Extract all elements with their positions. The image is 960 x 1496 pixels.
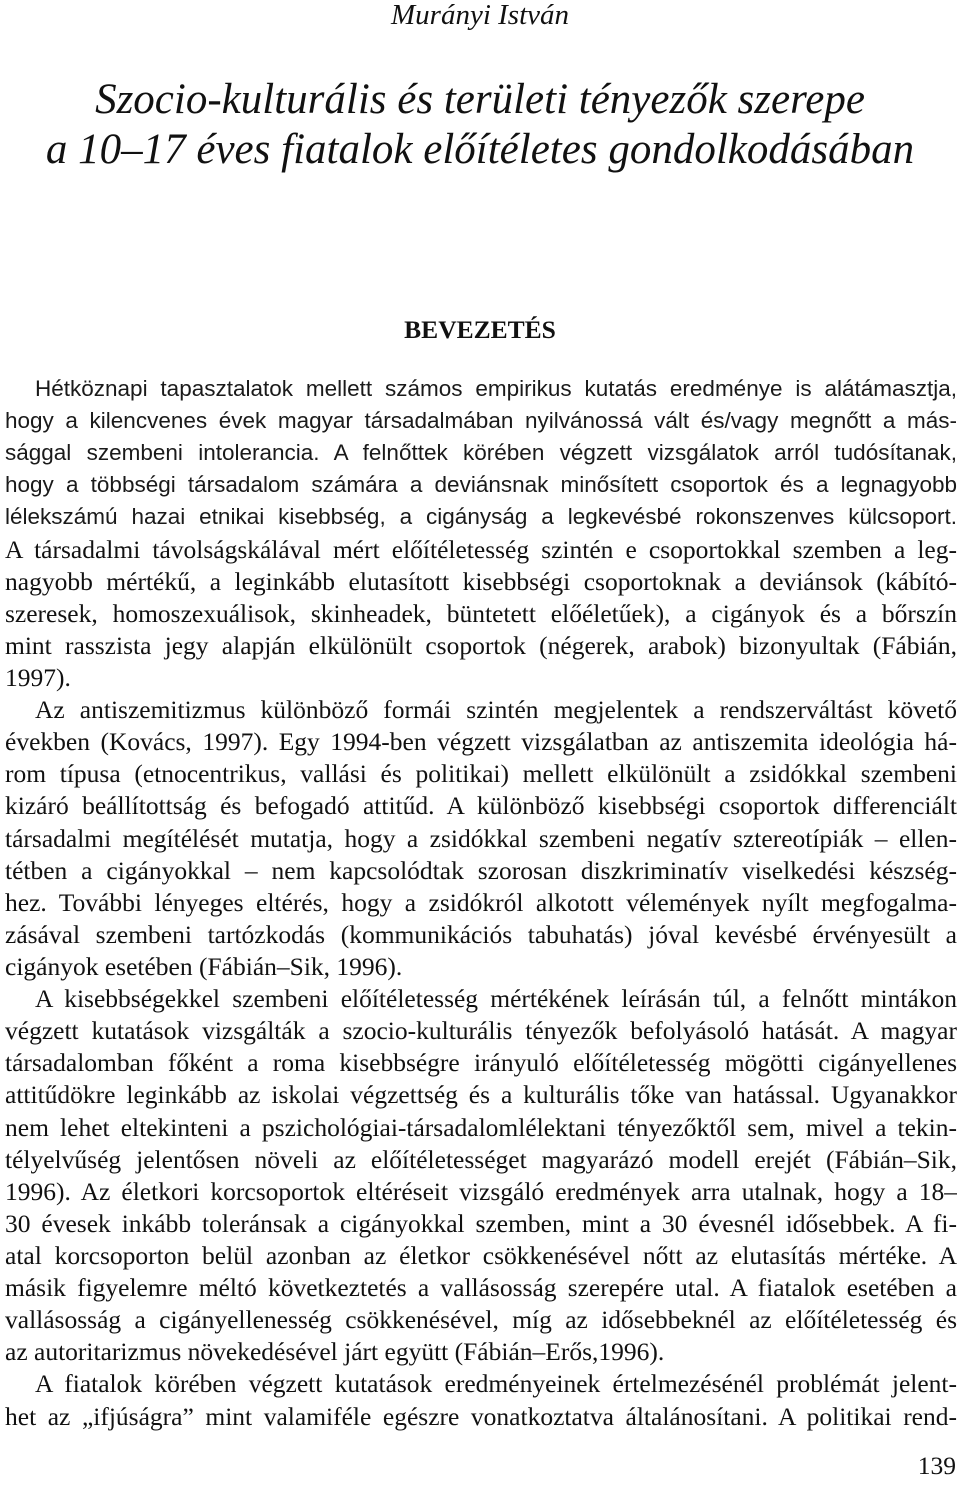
page-number: 139: [917, 1451, 956, 1480]
text-line: nem lehet eltekinteni a pszichológiai-társadalomlélektani tényezőktől sem, mivel a tekin-: [5, 1112, 957, 1142]
text-line: attitűdökre leginkább az iskolai végzettség és a kulturális tőke van hatással. Ugyanakkor: [5, 1080, 957, 1110]
text-line: az autoritarizmus növekedésével járt együtt (Fábián–Erős,1996).: [5, 1337, 665, 1367]
text-line: sággal szembeni intolerancia. A felnőttek körében végzett vizsgálatok arról tudósítanak,: [5, 440, 957, 466]
text-line: 30 évesek inkább toleránsak a cigányokkal szemben, mint a 30 évesnél idősebbek. A fi-: [5, 1208, 957, 1238]
text-line: társadalmi megítélését mutatja, hogy a zsidókkal szembeni negatív sztereotípiák – ellen-: [5, 823, 957, 853]
paragraph: [5, 694, 957, 983]
author-name: Murányi István: [391, 0, 569, 31]
text-line: végzett kutatások vizsgálták a szocio-kulturális tényezők befolyásoló hatását. A magyar: [5, 1016, 957, 1046]
text-line: A társadalmi távolságskálával mért előítéletesség szintén e csoportokkal szemben a leg-: [5, 534, 957, 564]
text-line: cigányok esetében (Fábián–Sik, 1996).: [5, 951, 403, 981]
text-line: het az „ifjúságra” mint valamiféle egészre vonatkoztatva általánosítani. A politikai rend-: [5, 1401, 957, 1431]
body-text: [5, 373, 957, 1433]
text-line: nagyobb mértékű, a leginkább elutasított kisebbségi csoportoknak a deviánsok (kábító-: [5, 566, 957, 596]
text-line: években (Kovács, 1997). Egy 1994-ben végzett vizsgálatban az antiszemita ideológia há-: [5, 727, 957, 757]
text-line: tétben a cigányokkal – nem kapcsolódtak szorosan diszkriminatív viselkedési készség-: [5, 855, 957, 885]
text-line: hez. További lényeges eltérés, hogy a zsidókról alkotott vélemények nyílt megfogalma-: [5, 887, 957, 917]
text-line: mint rasszista jegy alapján elkülönült csoportok (négerek, arabok) bizonyultak (Fábián,: [5, 630, 957, 660]
text-line: 1996). Az életkori korcsoportok eltéréseit vizsgáló eredmények arra utalnak, hogy a 18–: [5, 1176, 957, 1206]
article-title: [0, 75, 960, 175]
title-line: a 10–17 éves fiatalok előítéletes gondolkodásában: [45, 126, 915, 173]
text-line: hogy a többségi társadalom számára a deviánsnak minősített csoportok és a legnagyobb: [5, 472, 957, 498]
text-line: A kisebbségekkel szembeni előítéletesség mértékének leírásán túl, a felnőtt mintákon: [35, 984, 957, 1014]
text-line: atal korcsoporton belül azonban az életkor csökkenésével nőtt az elutasítás mértéke. A: [5, 1240, 957, 1270]
title-line: Szocio-kulturális és területi tényezők szerepe: [95, 76, 865, 123]
text-line: A fiatalok körében végzett kutatások eredményeinek értelmezésénél problémát jelent-: [35, 1369, 957, 1399]
paragraph: [5, 1368, 957, 1432]
text-line: társadalomban főként a roma kisebbségre irányuló előítéletesség mögötti cigányellenes: [5, 1048, 957, 1078]
text-line: kizáró beállítottság és befogadó attitűd. A különböző kisebbségi csoportok differenciált: [5, 791, 957, 821]
text-line: vallásosság a cigányellenesség csökkenésével, míg az idősebbeknél az előítéletesség és: [5, 1305, 957, 1335]
text-line: Hétköznapi tapasztalatok mellett számos empirikus kutatás eredménye is alátámasztja,: [35, 376, 957, 401]
text-line: 1997).: [5, 662, 71, 692]
text-line: hogy a kilencvenes évek magyar társadalmában nyilvánossá vált és/vagy megnőtt a más-: [5, 408, 957, 434]
paragraph: [5, 983, 957, 1368]
text-line: szeresek, homoszexuálisok, skinheadek, büntetett előéletűek), a cigányok és a bőrszín: [5, 598, 957, 628]
text-line: rom típusa (etnocentrikus, vallási és politikai) mellett elkülönült a zsidókkal szembeni: [5, 759, 957, 789]
paragraph: [5, 373, 957, 694]
text-line: zásával szembeni tartózkodás (kommunikációs tabuhatás) jóval kevésbé érvényesült a: [5, 919, 957, 949]
section-heading: BEVEZETÉS: [404, 315, 556, 344]
text-line: lélekszámú hazai etnikai kisebbség, a cigányság a legkevésbé rokonszenves külcsoport.: [5, 504, 957, 530]
text-line: Az antiszemitizmus különböző formái szintén megjelentek a rendszerváltást követő: [35, 695, 957, 725]
text-line: télyelvűség jelentősen növeli az előítéletességet magyarázó modell erejét (Fábián–Sik,: [5, 1144, 957, 1174]
text-line: másik figyelemre méltó következtetés a vallásosság szerepére utal. A fiatalok esetében a: [5, 1273, 957, 1303]
